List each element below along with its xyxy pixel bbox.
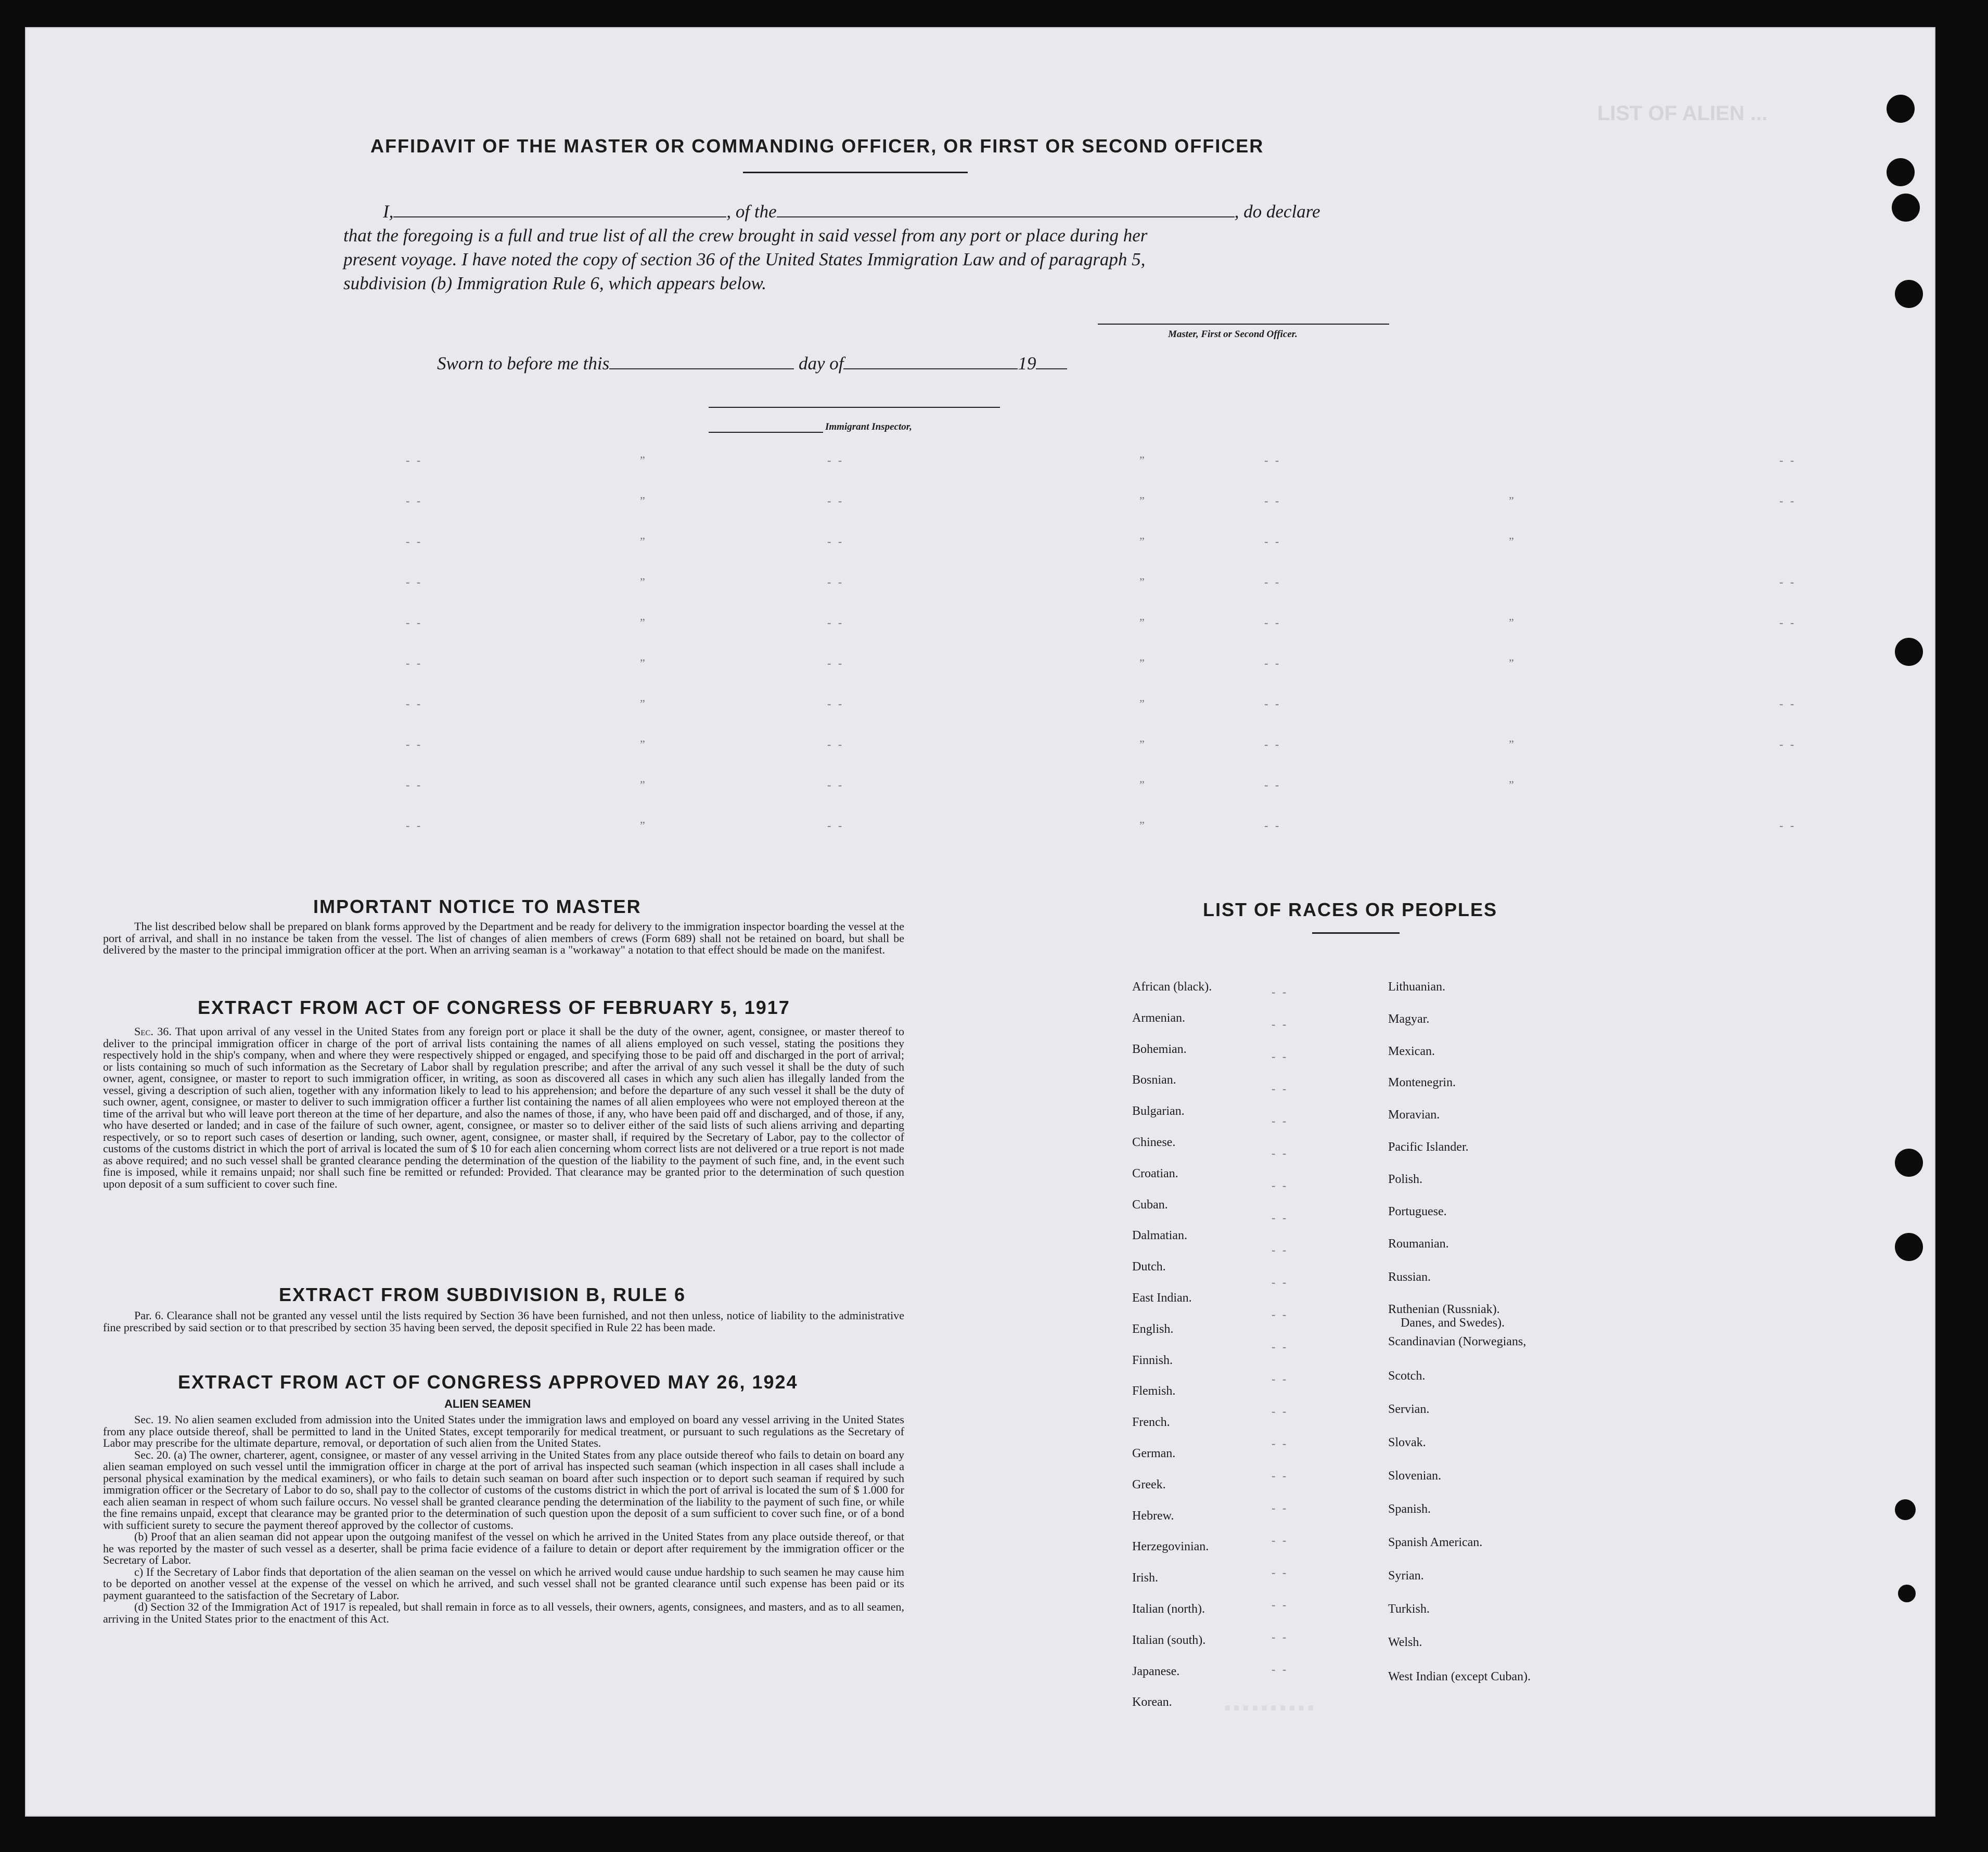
race-item: Slovak.	[1388, 1436, 1426, 1449]
punch-hole	[1895, 280, 1923, 308]
ditto-mark: - -	[827, 494, 844, 507]
ditto-mark: - -	[406, 657, 423, 670]
extract-1917-title: EXTRACT FROM ACT OF CONGRESS OF FEBRUARY 5, 1917	[198, 997, 790, 1018]
ditto-mark: - -	[827, 454, 844, 467]
ditto-mark: - -	[1779, 697, 1797, 710]
ditto-mark: ”	[1509, 494, 1516, 507]
race-item: Bosnian.	[1132, 1073, 1176, 1087]
notice-paragraph: The list described below shall be prepared on blank forms approved by the Department and be ready for delivery to the immigration inspector boarding the vessel at the port of arrival, and shall in no instance be taken from the vessel. The list of changes of alien members of crews (Form 689) shall not be retained on board, but shall be delivered by the master to the principal immigration officer at the port. When an arriving seaman is a "workaway" a notation to that effect should be made on the manifest.	[103, 920, 904, 956]
sworn-day-of: day of	[798, 353, 844, 374]
ditto-mark: ”	[1139, 819, 1147, 832]
race-item: Roumanian.	[1388, 1237, 1449, 1251]
race-item: Cuban.	[1132, 1198, 1168, 1212]
race-item: Mexican.	[1388, 1045, 1435, 1058]
ditto-mark: - -	[406, 819, 423, 832]
races-title: LIST OF RACES OR PEOPLES	[1203, 899, 1498, 920]
extract-1924-paragraph: (d) Section 32 of the Immigration Act of 1917 is repealed, but shall remain in force as to all vessels, their owners, agents, consignees, and masters, and as to all seamen, arriving in the United States prior to the enactment of this Act.	[103, 1600, 904, 1625]
ditto-mark: ”	[1509, 657, 1516, 670]
declaration-line-3: present voyage. I have noted the copy of section 36 of the United States Immigration Law and of paragraph 5,	[343, 249, 1146, 269]
ditto-mark: - -	[406, 616, 423, 629]
ditto-mark: - -	[1779, 738, 1797, 751]
ditto-mark: - -	[1264, 535, 1281, 548]
ditto-mark: ”	[1139, 697, 1147, 710]
ditto-mark: - -	[1264, 738, 1281, 751]
ditto-mark: - -	[1272, 1114, 1289, 1127]
ditto-mark: - -	[1264, 494, 1281, 507]
ditto-mark: - -	[1272, 1469, 1289, 1482]
race-item: Irish.	[1132, 1571, 1158, 1585]
ditto-mark: - -	[1264, 575, 1281, 588]
ditto-mark: - -	[1272, 1437, 1289, 1450]
sec-36-text: That upon arrival of any vessel in the United States from any foreign port or place it shall be the duty of the owner, agent, consignee, or master thereof to deliver to the principal immigration officer in charge of the port of arrival lists containing the names of all aliens employed on such vessel, stating the positions they respectively hold in the ship's company, when and where they were respectively shipped or engaged, and specifying those to be paid off and discharged in the port of arrival; or lists containing so much of such information as the Secretary of Labor shall by regulation prescribe; and after the arrival of any such vessel it shall be the duty of such owner, agent, consignee, or master to report to such immigration officer, in writing, as soon as discovered all cases in which any such alien has illegally landed from the vessel, giving a description of such alien, together with any information likely to lead to his apprehension; and before the departure of any such vessel it shall be the duty of such owner, agent, consignee, or master to deliver to such immigration officer a further list containing the names of all alien employees who were not employed thereon at the time of the arrival but who will leave port thereon at the time of her departure, and also the names of those, if any, who have been paid off and discharged, and of those, if any, who have deserted or landed; and in case of the failure of such owner, agent, consignee, or master so to deliver either of the said lists of such aliens arriving and departing respectively, or so to report such cases of desertion or landing, such owner, agent, consignee, or master shall, if required by the Secretary of Labor, pay to the collector of customs of the customs district in which the port of arrival is located the sum of $ 10 for each alien concerning whom correct lists are not delivered or a true report is not made as above required; and no such vessel shall be granted clearance pending the determination of the question of the liability to the payment of such fine, and, in the event such fine is imposed, while it remains unpaid; nor shall such fine be remitted or refunded: Provided. That clearance may be granted prior to the determination of such question upon deposit of a sum sufficient to cover such fine.	[103, 1025, 905, 1190]
race-item: Portuguese.	[1388, 1205, 1447, 1218]
extract-1924-title: EXTRACT FROM ACT OF CONGRESS APPROVED MAY 26, 1924	[178, 1371, 798, 1393]
race-item: Japanese.	[1132, 1664, 1180, 1678]
declaration-line-4: subdivision (b) Immigration Rule 6, which appears below.	[343, 273, 767, 293]
ditto-mark: ”	[640, 535, 647, 548]
race-scandinavian-cont: Danes, and Swedes).	[1401, 1316, 1505, 1330]
race-item: Spanish American.	[1388, 1536, 1483, 1549]
ditto-mark: - -	[827, 697, 844, 710]
ditto-mark: - -	[1779, 819, 1797, 832]
race-item: English.	[1132, 1322, 1174, 1336]
notice-title: IMPORTANT NOTICE TO MASTER	[313, 896, 642, 917]
race-item: African (black).	[1132, 980, 1212, 994]
ditto-mark: ”	[1139, 575, 1147, 588]
race-item: Dutch.	[1132, 1260, 1166, 1274]
document-page	[25, 27, 1935, 1817]
notice-text	[103, 921, 904, 956]
punch-hole	[1895, 1499, 1916, 1520]
ditto-mark: - -	[1779, 454, 1797, 467]
ditto-mark: - -	[827, 819, 844, 832]
extract-1924-text	[103, 1414, 904, 1625]
ditto-mark: - -	[406, 697, 423, 710]
inspector-signature-line	[709, 407, 1000, 408]
ditto-mark: ”	[640, 819, 647, 832]
ditto-mark: ”	[640, 494, 647, 507]
punch-hole	[1892, 194, 1920, 222]
ditto-mark: - -	[1272, 1405, 1289, 1418]
race-item: Bulgarian.	[1132, 1104, 1185, 1118]
sworn-year: 19	[1018, 353, 1036, 374]
affidavit-title: AFFIDAVIT OF THE MASTER OR COMMANDING OFFICER, OR FIRST OR SECOND OFFICER	[370, 135, 1264, 157]
ditto-mark: ”	[1139, 616, 1147, 629]
ditto-mark: - -	[1272, 1372, 1289, 1385]
race-item: Korean.	[1132, 1695, 1172, 1709]
race-item: Scotch.	[1388, 1369, 1426, 1383]
ditto-mark: - -	[1272, 1050, 1289, 1063]
ditto-mark: - -	[1272, 1243, 1289, 1256]
punch-hole	[1887, 95, 1915, 123]
name-blank	[393, 216, 726, 217]
ditto-mark: - -	[1264, 778, 1281, 791]
race-item: Flemish.	[1132, 1384, 1176, 1398]
inspector-label: Immigrant Inspector,	[825, 421, 912, 432]
ditto-mark: - -	[1272, 1501, 1289, 1514]
ditto-mark: - -	[1272, 1566, 1289, 1579]
extract-1924-paragraph: c) If the Secretary of Labor finds that deportation of the alien seaman on the vessel on which he arrived would cause undue hardship to such seamen he may cause him to be deported on another vessel at the expense of the vessel on which he arrived, and such vessel shall not be granted clearance until such expense has been paid or its payment guaranteed to the satisfaction of the Secretary of Labor.	[103, 1565, 904, 1602]
ditto-mark: - -	[1272, 1598, 1289, 1611]
race-item: Pacific Islander.	[1388, 1140, 1469, 1154]
ditto-mark: - -	[1272, 1082, 1289, 1095]
punch-hole	[1887, 158, 1915, 186]
punch-hole	[1898, 1585, 1916, 1602]
ditto-mark: ”	[1139, 494, 1147, 507]
ditto-mark: - -	[1264, 697, 1281, 710]
ditto-mark: ”	[640, 657, 647, 670]
race-item: West Indian (except Cuban).	[1388, 1670, 1531, 1683]
ditto-mark: - -	[1264, 454, 1281, 467]
ditto-mark: ”	[1509, 778, 1516, 791]
race-item: Chinese.	[1132, 1136, 1176, 1149]
race-item: Polish.	[1388, 1173, 1423, 1186]
ditto-mark: ”	[1139, 454, 1147, 467]
rule6-text	[103, 1310, 904, 1333]
ditto-mark: - -	[406, 575, 423, 588]
ditto-mark: ”	[640, 454, 647, 467]
ditto-mark: - -	[406, 535, 423, 548]
ditto-mark: - -	[1264, 616, 1281, 629]
ditto-mark: ”	[1139, 778, 1147, 791]
sworn-day-blank	[609, 368, 794, 369]
ditto-mark: - -	[827, 778, 844, 791]
ditto-mark: - -	[1272, 1534, 1289, 1547]
ditto-mark: - -	[827, 575, 844, 588]
extract-1924-paragraph: Sec. 20. (a) The owner, charterer, agent, consignee, or master of any vessel arriving in the United States from any place outside thereof who fails to detain on board any alien seaman employed on such vessel until the immigration officer in charge at the port of arrival has inspected such seaman (which inspection in all cases shall include a personal physical examination by the medical examiners), or who fails to detain such seaman on board after such inspection or to deport such seaman if required by such immigration officer or the Secretary of Labor to do so, shall pay to the collector of customs of the customs district in which the port of arrival is located the sum of $ 1.000 for each alien seaman in respect of whom such failure occurs. No vessel shall be granted clearance pending the determination of the liability to the payment of such fine, or while the fine remains unpaid, except that clearance may be granted prior to the determination of such question upon the deposit of a sum sufficient to cover such fine, or of a bond with sufficient surety to secure the payment thereof approved by the collector of customs.	[103, 1448, 904, 1532]
race-item: Spanish.	[1388, 1502, 1431, 1516]
declaration-block	[343, 200, 1394, 295]
par-6-label: Par. 6.	[134, 1309, 164, 1322]
race-item: Finnish.	[1132, 1353, 1173, 1367]
bleed-through-text: ..........	[1223, 1680, 1315, 1718]
ditto-mark: - -	[827, 657, 844, 670]
race-item: French.	[1132, 1416, 1170, 1430]
ditto-mark: - -	[1272, 1211, 1289, 1224]
ditto-mark: - -	[1272, 1147, 1289, 1160]
declaration-line-2: that the foregoing is a full and true list of all the crew brought in said vessel from any port or place during her	[343, 225, 1148, 246]
race-item: Scandinavian (Norwegians,	[1388, 1335, 1527, 1348]
ditto-mark: - -	[1779, 575, 1797, 588]
ditto-mark: - -	[406, 454, 423, 467]
race-item: East Indian.	[1132, 1291, 1192, 1305]
ditto-mark: - -	[406, 778, 423, 791]
race-item: German.	[1132, 1447, 1176, 1460]
race-item: Dalmatian.	[1132, 1229, 1187, 1243]
bleed-through-text: LIST OF ALIEN ...	[1597, 102, 1768, 125]
sworn-month-blank	[843, 368, 1018, 369]
ditto-mark: ”	[1509, 616, 1516, 629]
title-underline	[743, 172, 968, 173]
declaration-of-the: , of the	[726, 201, 777, 222]
race-item: Herzegovinian.	[1132, 1540, 1209, 1554]
race-item: Hebrew.	[1132, 1509, 1174, 1523]
par-6-text: Clearance shall not be granted any vessel until the lists required by Section 36 have been furnished, and not then unless, notice of liability to the administrative fine prescribed by said section or to that prescribed by section 35 having been served, the deposit specified in Rule 22 has been made.	[103, 1309, 904, 1334]
race-item: Greek.	[1132, 1477, 1166, 1491]
races-title-underline	[1312, 932, 1400, 934]
race-item: Welsh.	[1388, 1636, 1422, 1649]
ditto-mark: ”	[640, 697, 647, 710]
ditto-mark: - -	[1264, 657, 1281, 670]
sworn-line	[437, 352, 1067, 376]
ditto-mark: - -	[1272, 985, 1289, 998]
race-item: Italian (south).	[1132, 1633, 1206, 1647]
vessel-blank	[777, 216, 1235, 217]
race-item: Magyar.	[1388, 1012, 1430, 1026]
ditto-mark: - -	[1272, 1179, 1289, 1192]
ditto-mark: - -	[406, 494, 423, 507]
ditto-mark: - -	[827, 535, 844, 548]
race-item: Italian (north).	[1132, 1602, 1205, 1616]
ditto-mark: - -	[1272, 1340, 1289, 1353]
ditto-mark: ”	[1139, 738, 1147, 751]
master-signature-label: Master, First or Second Officer.	[1168, 329, 1298, 340]
punch-hole	[1895, 1233, 1923, 1261]
punch-hole	[1895, 638, 1923, 666]
race-item: Montenegrin.	[1388, 1076, 1456, 1089]
ditto-mark: - -	[1272, 1018, 1289, 1031]
ditto-mark: - -	[1272, 1308, 1289, 1321]
sec-36-label: Sec. 36.	[134, 1025, 172, 1038]
extract-1924-paragraph: (b) Proof that an alien seaman did not appear upon the outgoing manifest of the vessel on which he arrived in the United States from any place outside thereof, or that he was reported by the master of such vessel as a deserter, shall be prima facie evidence of a failure to detain or deport after requirement by the immigration officer or the Secretary of Labor.	[103, 1530, 904, 1566]
ditto-mark: - -	[1779, 494, 1797, 507]
ditto-mark: - -	[1272, 1276, 1289, 1289]
ditto-mark: - -	[827, 616, 844, 629]
race-item: Ruthenian (Russniak).	[1388, 1303, 1500, 1316]
extract-1917-text	[103, 1026, 904, 1190]
extract-1924-paragraph: Sec. 19. No alien seamen excluded from admission into the United States under the immigration laws and employed on board any vessel arriving in the United States from any place outside thereof, shall be permitted to land in the United States, except temporarily for medical treatment, or pursuant to such regulations as the Secretary of Labor may prescribe for the ultimate departure, removal, or deportation of such alien from the United States.	[103, 1413, 904, 1449]
race-item: Lithuanian.	[1388, 980, 1445, 994]
ditto-mark: ”	[640, 738, 647, 751]
rule6-title: EXTRACT FROM SUBDIVISION B, RULE 6	[279, 1284, 686, 1305]
declaration-do-declare: , do declare	[1234, 201, 1320, 222]
ditto-mark: ”	[1509, 535, 1516, 548]
alien-seamen-subtitle: ALIEN SEAMEN	[444, 1397, 531, 1410]
race-item: Servian.	[1388, 1403, 1430, 1416]
race-item: Slovenian.	[1388, 1469, 1441, 1483]
inspector-short-line	[709, 432, 823, 433]
race-item: Turkish.	[1388, 1602, 1430, 1616]
ditto-mark: ”	[1139, 535, 1147, 548]
ditto-mark: ”	[1509, 738, 1516, 751]
ditto-mark: ”	[640, 778, 647, 791]
punch-hole	[1895, 1149, 1923, 1177]
ditto-mark: ”	[640, 616, 647, 629]
race-item: Bohemian.	[1132, 1042, 1187, 1056]
ditto-mark: ”	[1139, 657, 1147, 670]
race-item: Syrian.	[1388, 1569, 1424, 1583]
ditto-mark: - -	[827, 738, 844, 751]
sworn-prefix: Sworn to before me this	[437, 353, 610, 374]
ditto-mark: - -	[1779, 616, 1797, 629]
master-signature-line	[1098, 324, 1389, 325]
race-item: Armenian.	[1132, 1011, 1185, 1025]
sworn-year-blank	[1036, 368, 1067, 369]
race-item: Moravian.	[1388, 1108, 1440, 1122]
ditto-mark: ”	[640, 575, 647, 588]
race-item: Croatian.	[1132, 1166, 1178, 1180]
declaration-i: I,	[383, 201, 394, 222]
ditto-mark: - -	[1272, 1630, 1289, 1643]
ditto-mark: - -	[406, 738, 423, 751]
declaration-line-1	[343, 200, 1394, 224]
race-item: Russian.	[1388, 1270, 1431, 1284]
ditto-mark: - -	[1264, 819, 1281, 832]
ditto-mark: - -	[1272, 1663, 1289, 1676]
